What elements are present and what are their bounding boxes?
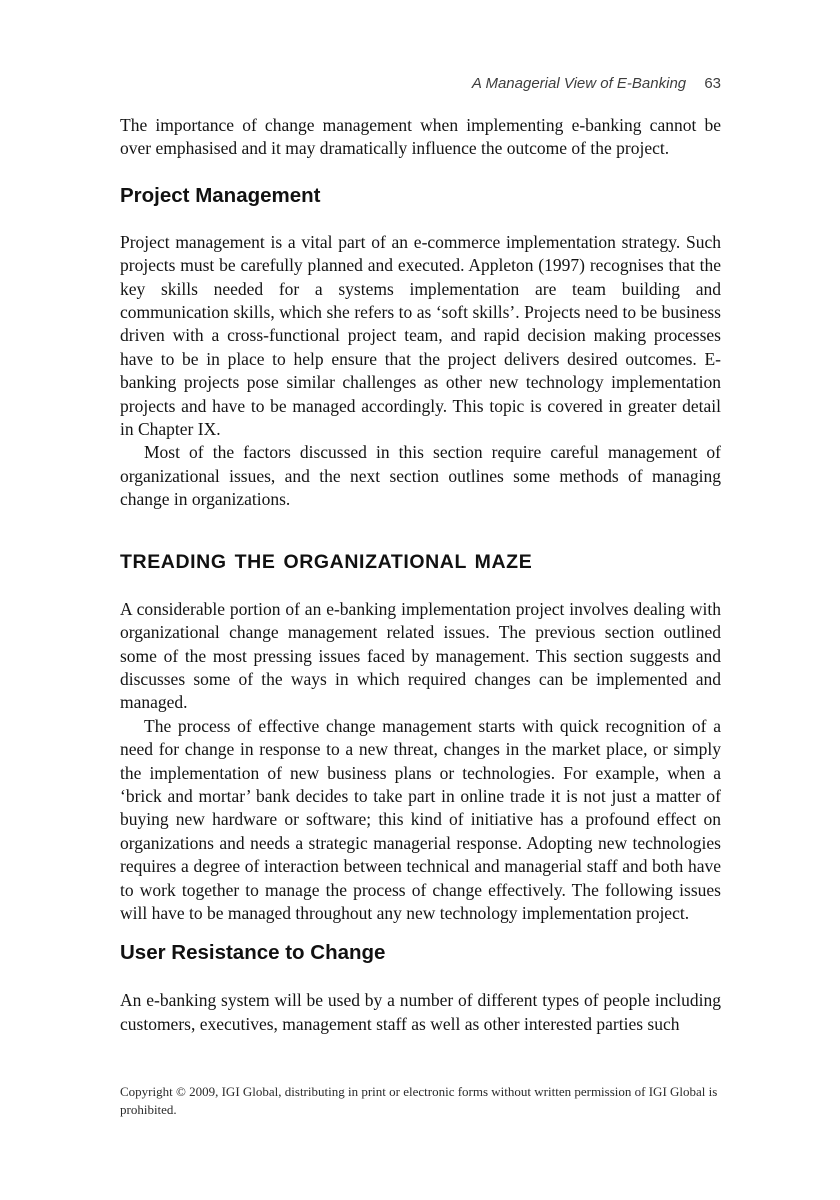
copyright-text: Copyright © 2009, IGI Global, distributing in print or electronic forms without written permission of IGI Global is prohibited. xyxy=(120,1084,718,1117)
page-number: 63 xyxy=(704,75,721,92)
running-head xyxy=(120,76,721,92)
project-management-paragraph-1: Project management is a vital part of an e-commerce implementation strategy. Such projects must be carefully planned and executed. Appleton (1997) recognises that the key skills needed for a systems implementation are team building and communication skills, which she refers to as ‘soft skills’. Projects need to be business driven with a cross-functional project team, and rapid decision making processes have to be in place to help ensure that the project delivers desired outcomes. E-banking projects pose similar challenges as other new technology implementation projects and have to be managed accordingly. This topic is covered in greater detail in Chapter IX. xyxy=(120,231,721,440)
project-management-paragraph-2: Most of the factors discussed in this section require careful management of organizational issues, and the next section outlines some methods of managing change in organizations. xyxy=(120,442,721,510)
user-resistance-paragraph-1: An e-banking system will be used by a number of different types of people including customers, executives, management staff as well as other interested parties such xyxy=(120,990,721,1034)
running-head-title: A Managerial View of E-Banking xyxy=(471,75,687,92)
page-body xyxy=(120,114,721,1036)
copyright-notice xyxy=(120,1083,726,1118)
treading-maze-paragraph-2: The process of effective change management starts with quick recognition of a need for change in response to a new threat, changes in the market place, or simply the implementation of new business plans or technologies. For example, when a ‘brick and mortar’ bank decides to take part in online trade it is not just a matter of buying new hardware or software; this kind of initiative has a profound effect on organizations and needs a strategic managerial response. Adopting new technologies requires a degree of interaction between technical and managerial staff and both have to work together to manage the process of change effectively. The following issues will have to be managed throughout any new technology implementation project. xyxy=(120,715,721,923)
section-heading-project-management: Project Management xyxy=(120,183,321,207)
treading-maze-paragraph-1: A considerable portion of an e-banking implementation project involves dealing with organizational change management related issues. The previous section outlined some of the most pressing issues faced by management. This section suggests and discusses some of the ways in which required changes can be implemented and managed. xyxy=(120,598,721,713)
intro-paragraph: The importance of change management when implementing e-banking cannot be over emphasised and it may dramatically influence the outcome of the project. xyxy=(120,115,721,159)
section-heading-user-resistance-to-change: User Resistance to Change xyxy=(120,941,386,965)
section-heading-treading-the-organizational-maze: TREADING THE ORGANIZATIONAL MAZE xyxy=(120,550,533,573)
